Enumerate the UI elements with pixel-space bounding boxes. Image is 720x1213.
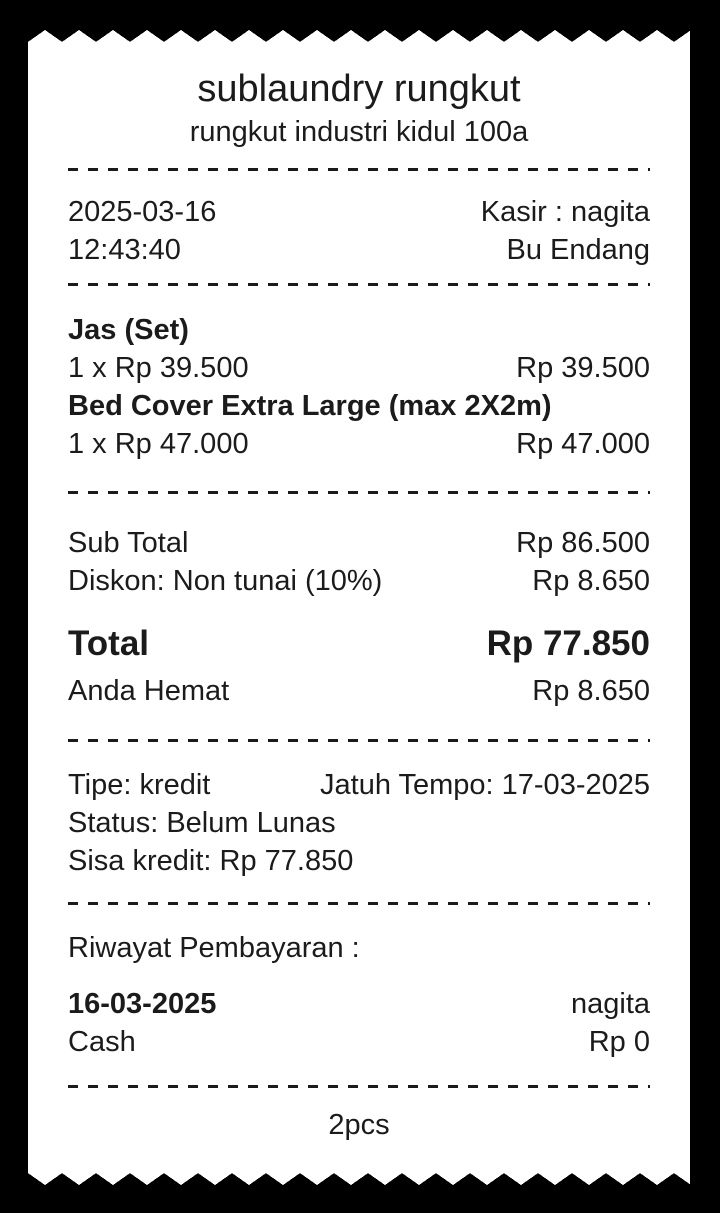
payment-entry-date-row xyxy=(68,985,650,1023)
item-qty-price: 1 x Rp 47.000 xyxy=(68,428,249,460)
discount-value: Rp 8.650 xyxy=(532,565,650,597)
credit-type: Tipe: kredit xyxy=(68,769,211,801)
info-row-time-customer xyxy=(68,231,650,269)
credit-status: Status: Belum Lunas xyxy=(68,807,336,839)
payment-entry-cashier: nagita xyxy=(570,988,650,1020)
divider xyxy=(68,168,650,171)
subtotal-label: Sub Total xyxy=(68,527,189,559)
item-price-row xyxy=(68,425,650,463)
subtotal-value: Rp 86.500 xyxy=(516,527,650,559)
divider xyxy=(68,491,650,494)
payment-entry-method: Cash xyxy=(68,1026,136,1058)
item-name: Jas (Set) xyxy=(68,314,189,346)
receipt xyxy=(28,30,690,1185)
receipt-paper xyxy=(28,42,690,1173)
payment-entry-method-row xyxy=(68,1023,650,1061)
info-row-date-cashier xyxy=(68,193,650,231)
item-qty-price: 1 x Rp 39.500 xyxy=(68,352,249,384)
credit-due-date: Jatuh Tempo: 17-03-2025 xyxy=(320,769,650,801)
summary-section xyxy=(68,524,650,710)
store-address: rungkut industri kidul 100a xyxy=(189,116,529,148)
divider xyxy=(68,739,650,742)
credit-status-row xyxy=(68,804,650,842)
items-section xyxy=(68,311,650,463)
item-block xyxy=(68,387,650,463)
payment-history-heading-row xyxy=(68,929,650,967)
item-price-row xyxy=(68,349,650,387)
receipt-torn-edge-top xyxy=(28,30,690,42)
savings-value: Rp 8.650 xyxy=(532,675,650,707)
discount-row xyxy=(68,562,650,600)
customer-name: Bu Endang xyxy=(506,234,650,266)
total-value: Rp 77.850 xyxy=(486,624,650,663)
payment-history-section xyxy=(68,929,650,1061)
store-name: sublaundry rungkut xyxy=(197,68,521,110)
transaction-date: 2025-03-16 xyxy=(68,196,217,228)
credit-remaining: Sisa kredit: Rp 77.850 xyxy=(68,845,354,877)
item-amount: Rp 47.000 xyxy=(516,428,650,460)
payment-entry-date: 16-03-2025 xyxy=(68,988,217,1020)
total-pieces: 2pcs xyxy=(328,1109,390,1141)
payment-entry-amount: Rp 0 xyxy=(588,1026,650,1058)
payment-history-entry xyxy=(68,985,650,1061)
item-block xyxy=(68,311,650,387)
credit-info-section xyxy=(68,766,650,880)
cashier-name: Kasir : nagita xyxy=(480,196,650,228)
payment-history-heading: Riwayat Pembayaran : xyxy=(68,932,360,964)
divider xyxy=(68,283,650,286)
savings-row xyxy=(68,672,650,710)
discount-label: Diskon: Non tunai (10%) xyxy=(68,565,383,597)
savings-label: Anda Hemat xyxy=(68,675,230,707)
transaction-time: 12:43:40 xyxy=(68,234,181,266)
item-amount: Rp 39.500 xyxy=(516,352,650,384)
credit-remaining-row xyxy=(68,842,650,880)
divider xyxy=(68,902,650,905)
total-row xyxy=(68,620,650,668)
receipt-torn-edge-bottom xyxy=(28,1173,690,1185)
subtotal-row xyxy=(68,524,650,562)
credit-type-row xyxy=(68,766,650,804)
divider xyxy=(68,1085,650,1088)
item-name: Bed Cover Extra Large (max 2X2m) xyxy=(68,390,552,422)
transaction-info-section xyxy=(68,193,650,269)
total-label: Total xyxy=(68,624,150,663)
